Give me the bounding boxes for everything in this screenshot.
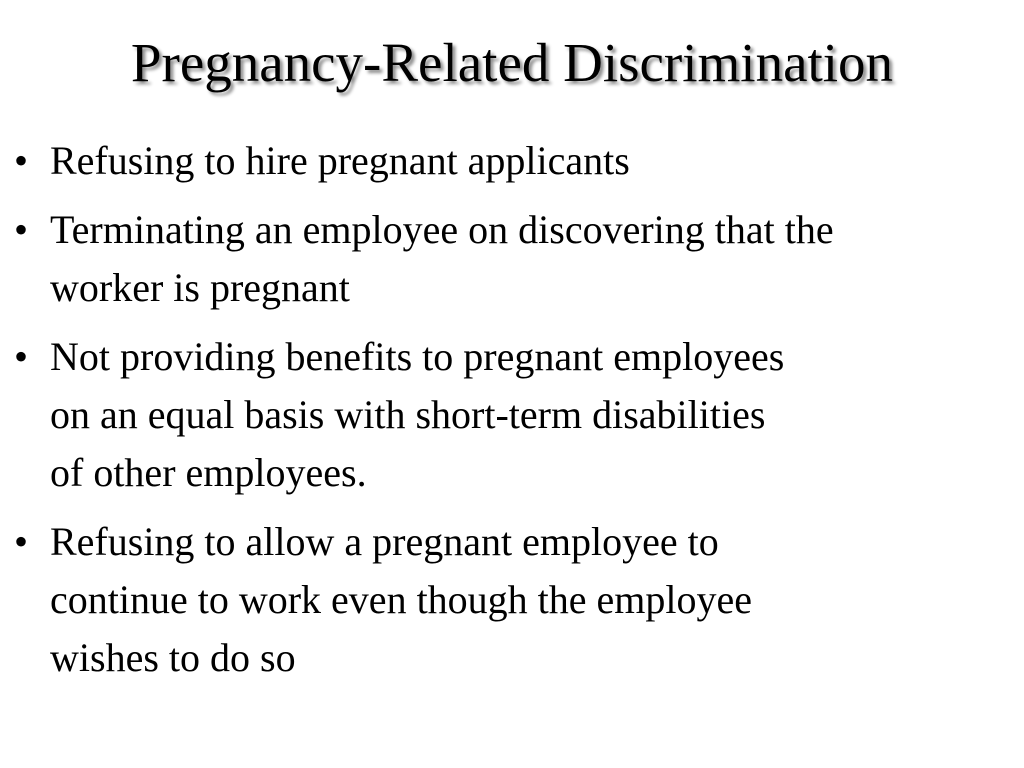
bullet-item-2 [14, 201, 1014, 317]
bullet-icon: • [14, 334, 29, 379]
bullet-line: Not providing benefits to pregnant employees [50, 334, 785, 379]
bullet-item-1 [14, 132, 1014, 190]
bullet-icon: • [14, 138, 29, 183]
bullet-icon: • [14, 207, 29, 252]
bullet-icon: • [14, 519, 29, 564]
bullet-line: of other employees. [50, 450, 367, 495]
bullet-line: wishes to do so [50, 635, 296, 680]
slide-title: Pregnancy-Related Discrimination [130, 32, 894, 93]
bullet-line: Terminating an employee on discovering that the [50, 207, 834, 252]
bullet-line: Refusing to allow a pregnant employee to [50, 519, 719, 564]
bullet-line: worker is pregnant [50, 265, 350, 310]
bullet-item-3 [14, 328, 1014, 502]
bullet-line: continue to work even though the employee [50, 577, 753, 622]
bullet-line: Refusing to hire pregnant applicants [50, 138, 630, 183]
bullet-line: on an equal basis with short-term disabilities [50, 392, 766, 437]
bullet-item-4 [14, 513, 1014, 687]
bullet-list [14, 132, 1014, 698]
